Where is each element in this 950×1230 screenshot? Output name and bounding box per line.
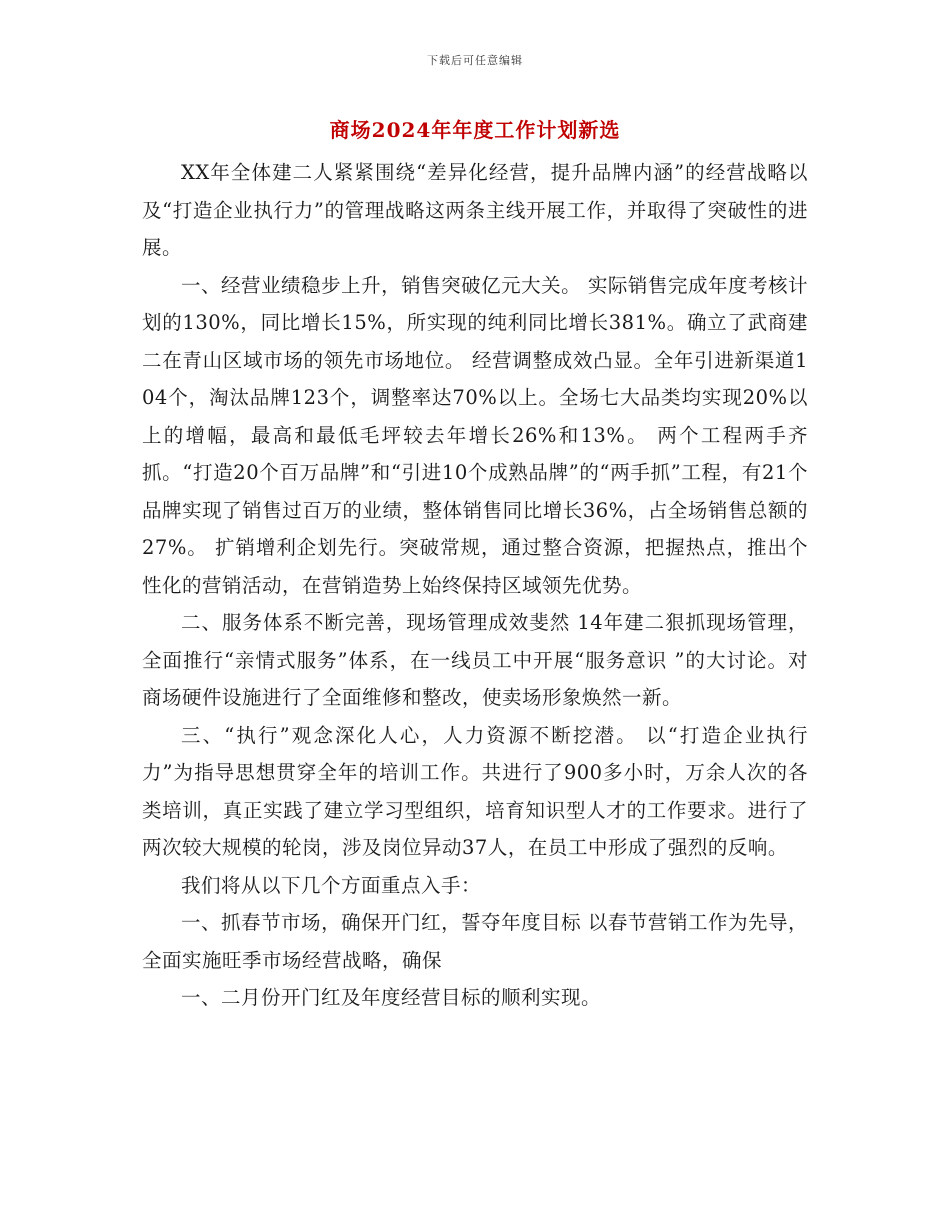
- paragraph-intro: XX年全体建二人紧紧围绕“差异化经营，提升品牌内涵”的经营战略以及“打造企业执行力”的管理战略这两条主线开展工作，并取得了突破性的进展。: [142, 161, 808, 259]
- paragraph-plan-intro: 我们将从以下几个方面重点入手：: [181, 873, 482, 897]
- paragraph-execution: 三、“执行”观念深化人心，人力资源不断挖潜。 以“打造企业执行力”为指导思想贯穿全年的培训工作。共进行了900多小时，万余人次的各类培训，真正实践了建立学习型组织，培育知识型人才的工作要求。进行了两次较大规模的轮岗，涉及岗位异动37人，在员工中形成了强烈的反响。: [142, 723, 808, 859]
- paragraph-business-performance: 一、经营业绩稳步上升，销售突破亿元大关。 实际销售完成年度考核计划的130%，同比增长15%，所实现的纯利同比增长381%。确立了武商建二在青山区域市场的领先市场地位。 经营调整成效凸显。全年引进新渠道104个，淘汰品牌123个，调整率达70%以上。全场七大品类均实现20%以上的增幅，最高和最低毛坪较去年增长26%和13%。 两个工程两手齐抓。“打造20个百万品牌”和“引进10个成熟品牌”的“两手抓”工程，有21个品牌实现了销售过百万的业绩，整体销售同比增长36%，占全场销售总额的27%。 扩销增利企划先行。突破常规，通过整合资源，把握热点，推出个性化的营销活动，在营销造势上始终保持区域领先优势。: [142, 273, 808, 597]
- document-title: 商场2024年年度工作计划新选: [329, 118, 621, 142]
- header-note: 下载后可任意编辑: [427, 54, 523, 67]
- paragraph-service-system: 二、服务体系不断完善，现场管理成效斐然 14年建二狠抓现场管理，全面推行“亲情式服务”体系，在一线员工中开展“服务意识 ”的大讨论。对商场硬件设施进行了全面维修和整改，使卖场形象焕然一新。: [142, 611, 808, 709]
- paragraph-targets: 一、二月份开门红及年度经营目标的顺利实现。: [181, 986, 602, 1009]
- document-body: [142, 154, 808, 1017]
- paragraph-spring-market: 一、抓春节市场，确保开门红，誓夺年度目标 以春节营销工作为先导，全面实施旺季市场经营战略，确保: [142, 911, 808, 972]
